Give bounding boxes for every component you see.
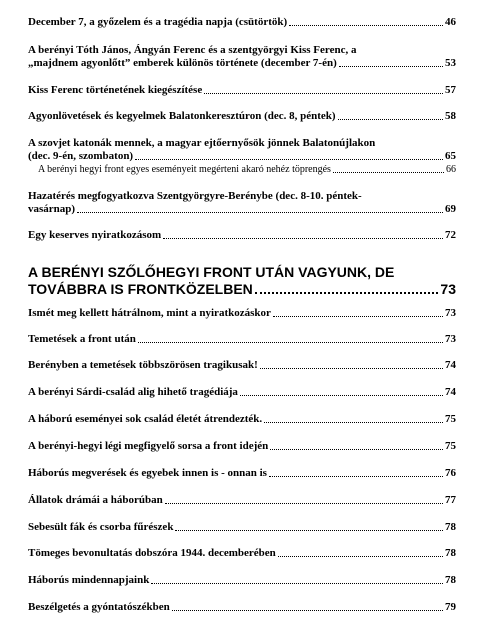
dot-leader (273, 315, 443, 317)
toc-entry[interactable] (28, 574, 456, 587)
toc-entry[interactable] (28, 440, 456, 453)
toc-entry-page: 69 (445, 203, 456, 215)
dot-leader (240, 394, 443, 396)
toc-entry-title-line1: Hazatérés megfogyatkozva Szentgyörgyre-Berénybe (dec. 8-10. péntek- (28, 190, 362, 202)
toc-subentry-page: 66 (446, 164, 456, 175)
toc-entry-title-line1: A berényi Tóth János, Ángyán Ferenc és a szentgyörgyi Kiss Ferenc, a (28, 44, 357, 56)
toc-section-heading[interactable] (28, 264, 456, 298)
section-title-line1: A BERÉNYI SZŐLŐHEGYI FRONT UTÁN VAGYUNK, DE (28, 264, 395, 280)
toc-entry-page: 73 (445, 307, 456, 319)
toc-entry-page: 78 (445, 547, 456, 559)
dot-leader (138, 341, 443, 343)
toc-entry-title: Kiss Ferenc történetének kiegészítése (28, 84, 203, 96)
toc-entry-title: A háború eseményei sok család életét átrendezték. (28, 413, 263, 425)
toc-entry-title: Egy keserves nyiratkozásom (28, 229, 162, 241)
toc-entry-page: 74 (445, 359, 456, 371)
toc-entry-title: Tömeges bevonultatás dobszóra 1944. decemberében (28, 547, 276, 559)
toc-entry-page: 78 (445, 574, 456, 586)
toc-entry[interactable] (28, 467, 456, 480)
toc-entry-page: 53 (445, 57, 456, 69)
toc-entry-title: Temetések a front után (28, 333, 136, 345)
dot-leader (339, 65, 443, 67)
toc-entry[interactable] (28, 307, 456, 320)
dot-leader (135, 158, 443, 160)
dot-leader (269, 475, 443, 477)
toc-entry-title: Háborús mindennapjaink (28, 574, 150, 586)
toc-entry[interactable] (28, 84, 456, 97)
dot-leader (260, 367, 443, 369)
toc-entry[interactable] (28, 229, 456, 242)
dot-leader (151, 582, 443, 584)
toc-entry-title: Háborús megverések és egyebek innen is - onnan is (28, 467, 267, 479)
toc-entry[interactable] (28, 359, 456, 372)
dot-leader (204, 92, 443, 94)
toc-entry[interactable] (28, 44, 456, 70)
toc-entry-page: 73 (445, 333, 456, 345)
section-title-line2: TOVÁBBRA IS FRONTKÖZELBEN (28, 281, 253, 297)
toc-entry[interactable] (28, 521, 456, 534)
toc-subentry[interactable] (28, 163, 456, 176)
dot-leader (172, 609, 443, 611)
toc-entry-title: Sebesült fák és csorba fűrészek (28, 521, 174, 533)
toc-entry[interactable] (28, 16, 456, 29)
toc-entry-page: 77 (445, 494, 456, 506)
toc-entry-page: 79 (445, 601, 456, 613)
toc-entry-title: A berényi-hegyi légi megfigyelő sorsa a front idején (28, 440, 269, 452)
dot-leader (278, 555, 443, 557)
toc-entry[interactable] (28, 601, 456, 614)
dot-leader (165, 502, 443, 504)
toc-subentry-title: A berényi hegyi front egyes eseményeit megérteni akaró nehéz töprengés (38, 164, 331, 175)
toc-entry-page: 75 (445, 413, 456, 425)
toc-entry-title: Ismét meg kellett hátrálnom, mint a nyiratkozáskor (28, 307, 271, 319)
toc-entry-page: 72 (445, 229, 456, 241)
toc-entry-title: Állatok drámái a háborúban (28, 494, 163, 506)
dot-leader (338, 118, 443, 120)
dot-leader (175, 529, 443, 531)
toc-entry[interactable] (28, 137, 456, 176)
toc-entry-page: 76 (445, 467, 456, 479)
toc-entry[interactable] (28, 494, 456, 507)
toc-entry-page: 65 (445, 150, 456, 162)
toc-entry-page: 57 (445, 84, 456, 96)
dot-leader (255, 291, 439, 294)
toc-entry[interactable] (28, 110, 456, 123)
toc-entry-title: Beszélgetés a gyóntatószékben (28, 601, 170, 613)
toc-entry[interactable] (28, 333, 456, 346)
toc-entry[interactable] (28, 386, 456, 399)
toc-entry-page: 74 (445, 386, 456, 398)
toc-entry-title: Berényben a temetések többszörösen tragikusak! (28, 359, 258, 371)
section-page: 73 (440, 281, 456, 297)
dot-leader (163, 237, 443, 239)
toc-entry-page: 46 (445, 16, 456, 28)
toc-entry-page: 75 (445, 440, 456, 452)
toc-entry-title-line1: A szovjet katonák mennek, a magyar ejtőernyősök jönnek Balatonújlakon (28, 137, 376, 149)
toc-entry-title: A berényi Sárdi-család alig hihető tragédiája (28, 386, 238, 398)
toc-entry-title-line2: „majdnem agyonlőtt” emberek különös története (december 7-én) (28, 57, 337, 69)
toc-entry[interactable] (28, 547, 456, 560)
toc-entry-title: December 7, a győzelem és a tragédia napja (csütörtök) (28, 16, 288, 28)
dot-leader (264, 421, 443, 423)
toc-entry-page: 78 (445, 521, 456, 533)
toc-entry-title: Agyonlövetések és kegyelmek Balatonkeresztúron (dec. 8, péntek) (28, 110, 336, 122)
toc-entry[interactable] (28, 413, 456, 426)
toc-entry[interactable] (28, 190, 456, 216)
toc-entry-title-line2: vasárnap) (28, 203, 76, 215)
dot-leader (333, 171, 444, 173)
dot-leader (270, 448, 443, 450)
dot-leader (289, 24, 443, 26)
toc-entry-title-line2: (dec. 9-én, szombaton) (28, 150, 134, 162)
toc-entry-page: 58 (445, 110, 456, 122)
dot-leader (77, 211, 443, 213)
